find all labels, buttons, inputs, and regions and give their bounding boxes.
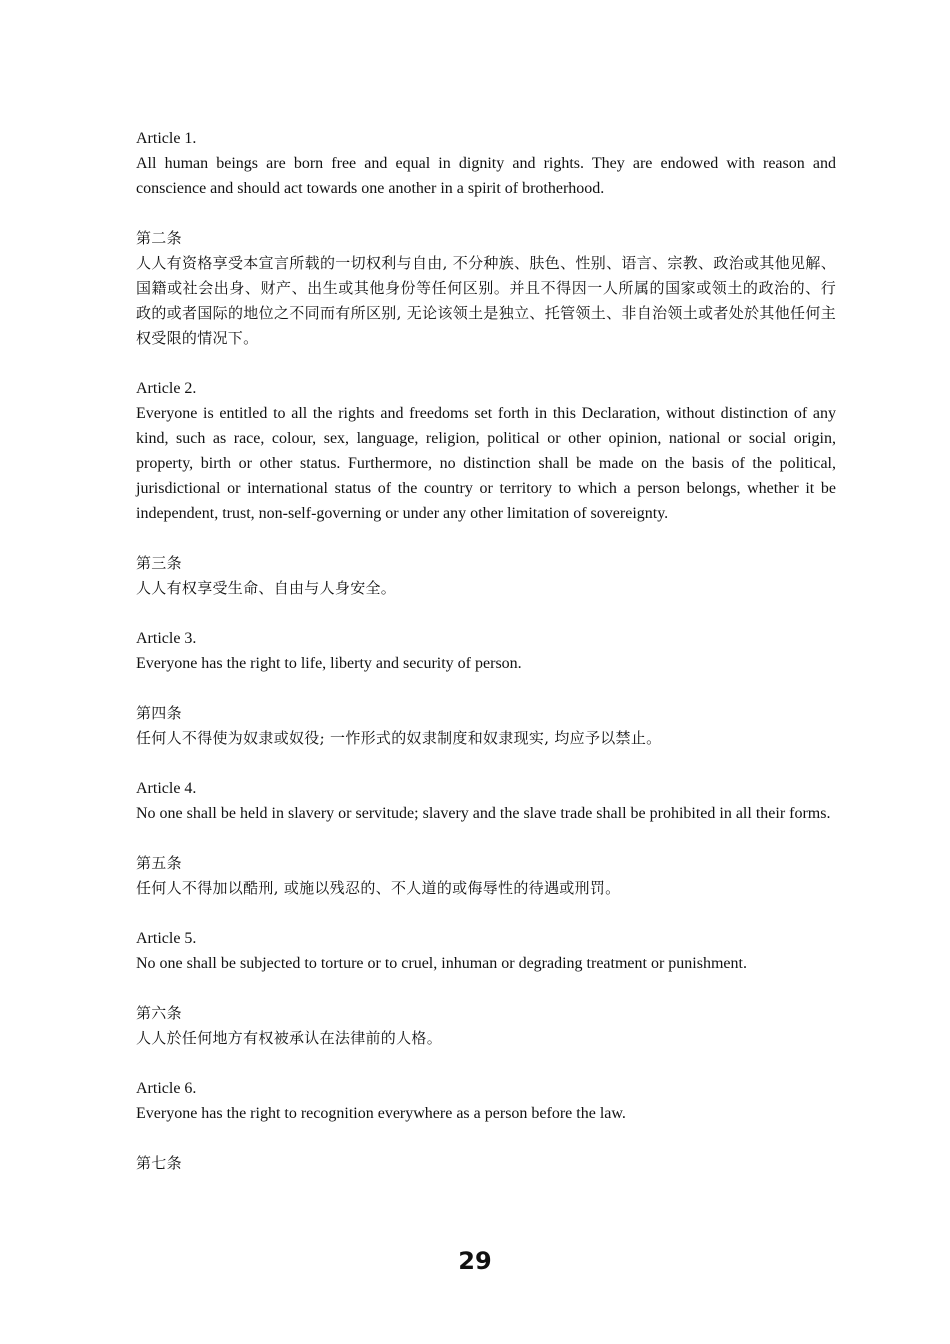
- article-block-en: [136, 926, 836, 976]
- article-block-en: [136, 626, 836, 676]
- article-heading: 第四条: [136, 704, 182, 722]
- article-text: All human beings are born free and equal in dignity and rights. They are endowed with reason and conscience and should act towards one another in a spirit of brotherhood.: [136, 155, 836, 197]
- article-heading: 第三条: [136, 554, 182, 572]
- article-heading: Article 4.: [136, 780, 197, 797]
- article-heading: 第七条: [136, 1154, 182, 1172]
- article-text: 任何人不得加以酷刑, 或施以残忍的、不人道的或侮辱性的待遇或刑罚。: [136, 879, 621, 897]
- article-heading: 第六条: [136, 1004, 182, 1022]
- article-text: No one shall be held in slavery or servitude; slavery and the slave trade shall be prohibited in all their forms.: [136, 805, 831, 822]
- article-heading: 第五条: [136, 854, 182, 872]
- article-heading: Article 3.: [136, 630, 197, 647]
- article-heading: 第二条: [136, 229, 182, 247]
- article-heading: Article 5.: [136, 930, 197, 947]
- article-text: Everyone has the right to life, liberty and security of person.: [136, 655, 522, 672]
- article-heading: Article 1.: [136, 130, 197, 147]
- article-text: 人人於任何地方有权被承认在法律前的人格。: [136, 1029, 443, 1047]
- article-text: 任何人不得使为奴隶或奴役; 一怍形式的奴隶制度和奴隶现实, 均应予以禁止。: [136, 729, 662, 747]
- article-block-zh: [136, 701, 836, 751]
- article-block-zh: [136, 226, 836, 351]
- article-block-en: [136, 776, 836, 826]
- article-block-en: [136, 376, 836, 526]
- article-block-zh: [136, 851, 836, 901]
- article-block-en: [136, 126, 836, 201]
- article-block-en: [136, 1076, 836, 1126]
- article-text: 人人有权享受生命、自由与人身安全。: [136, 579, 397, 597]
- article-text: No one shall be subjected to torture or to cruel, inhuman or degrading treatment or punishment.: [136, 955, 747, 972]
- article-text: Everyone has the right to recognition everywhere as a person before the law.: [136, 1105, 626, 1122]
- document-body: [136, 126, 836, 1201]
- article-heading: Article 2.: [136, 380, 197, 397]
- article-block-zh: [136, 1151, 836, 1176]
- article-block-zh: [136, 1001, 836, 1051]
- article-text: 人人有资格享受本宣言所载的一切权利与自由, 不分种族、肤色、性别、语言、宗教、政治或其他见解、国籍或社会出身、财产、出生或其他身份等任何区别。并且不得因一人所属的国家或领土的政治的、行政的或者国际的地位之不同而有所区别, 无论该领土是独立、托管领土、非自治领土或者处於其他任何主权受限的情况下。: [136, 254, 836, 347]
- article-text: Everyone is entitled to all the rights and freedoms set forth in this Declaration, without distinction of any kind, such as race, colour, sex, language, religion, political or other opinion, national or social origin, property, birth or other status. Furthermore, no distinction shall be made on the basis of the political, jurisdictional or international status of the country or territory to which a person belongs, whether it be independent, trust, non-self-governing or under any other limitation of sovereignty.: [136, 405, 836, 522]
- page-number: 29: [458, 1247, 492, 1275]
- article-heading: Article 6.: [136, 1080, 197, 1097]
- article-block-zh: [136, 551, 836, 601]
